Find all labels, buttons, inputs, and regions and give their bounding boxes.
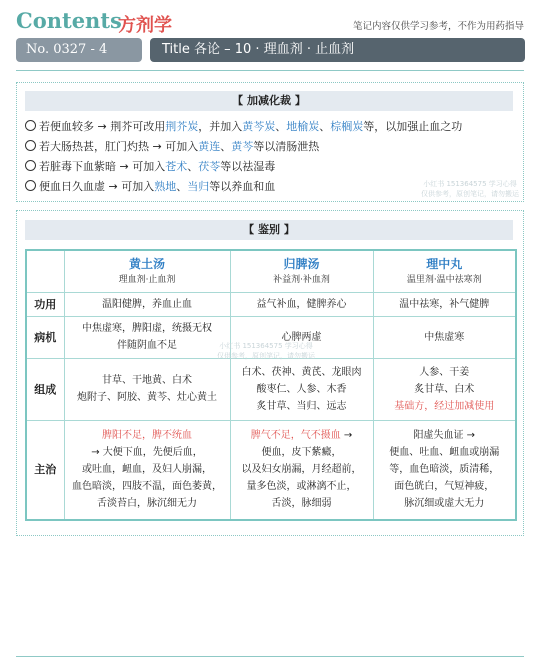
table-cell	[373, 316, 516, 358]
text-run: 炙甘草、当归、远志	[256, 400, 347, 412]
radio-bullet-icon	[25, 160, 36, 171]
text-run: 人参、干姜	[419, 366, 470, 378]
cell-line	[68, 296, 227, 313]
brand-title: Contents	[16, 8, 122, 33]
highlight-text: 黄芩	[231, 140, 254, 153]
formula-header: 理中丸 温里剂·温中祛寒剂	[373, 250, 516, 292]
highlight-text: 棕榈炭	[330, 120, 364, 133]
text-run: 血色暗淡，四肢不温，面色萎黄，	[72, 481, 222, 493]
text-run: 、	[187, 160, 199, 173]
cell-line	[377, 495, 513, 512]
table-cell	[64, 420, 230, 520]
row-label: 组成	[26, 358, 64, 420]
text-run: 便血、吐血、衄血或崩漏	[389, 447, 500, 459]
highlight-text: 苍术	[165, 160, 188, 173]
cell-line	[234, 478, 370, 495]
text-run: 炙甘草、白术	[414, 383, 475, 395]
text-run: 等以清肠泄热	[253, 140, 320, 153]
highlight-text: 茯苓	[198, 160, 221, 173]
cell-line	[377, 296, 513, 313]
text-run: 温阳健脾，养血止血	[102, 298, 192, 310]
cell-line	[377, 398, 513, 415]
cell-line	[68, 427, 227, 444]
formula-header: 黄土汤 理血剂·止血剂	[64, 250, 230, 292]
modification-item	[25, 158, 275, 176]
modifications-box	[16, 82, 524, 202]
table-corner-cell	[26, 250, 64, 292]
modification-item	[25, 118, 462, 136]
row-label: 病机	[26, 316, 64, 358]
cell-line	[68, 461, 227, 478]
cell-line	[377, 364, 513, 381]
table-cell	[373, 292, 516, 316]
cell-line	[68, 372, 227, 389]
text-run: 等，以加强止血之功	[363, 120, 463, 133]
text-run: 心脾两虚	[281, 331, 322, 343]
highlight-text: 基础方，经过加减使用	[394, 400, 495, 412]
text-run: 便血，皮下紫癜，	[261, 447, 342, 459]
text-run: 、	[220, 140, 232, 153]
text-run: 、	[176, 180, 188, 193]
highlight-text: 黄芩炭	[242, 120, 276, 133]
table-cell	[230, 420, 373, 520]
text-run: 若脏毒下血紫暗 → 可加入	[39, 160, 166, 173]
watermark: 小红书 151364575 学习心得 仅供参考，原创笔记，请勿搬运	[217, 342, 315, 360]
formula-header: 归脾汤 补益剂·补血剂	[230, 250, 373, 292]
text-run: 若便血较多 → 荆芥可改用	[39, 120, 166, 133]
cell-line	[68, 478, 227, 495]
table-cell	[230, 292, 373, 316]
cell-line	[234, 495, 370, 512]
watermark: 小红书 151364575 学习心得 仅供参考，原创笔记，请勿搬运	[421, 180, 519, 198]
highlight-text: 地榆炭	[286, 120, 320, 133]
comparison-table	[25, 249, 517, 521]
cell-line	[68, 444, 227, 461]
text-run: 等以祛湿毒	[220, 160, 276, 173]
cell-line	[377, 461, 513, 478]
table-row	[26, 292, 516, 316]
text-run: 量多色淡，或淋漓不止，	[246, 481, 357, 493]
note-title-bar: Title 各论 – 10 · 理血剂 · 止血剂	[150, 38, 525, 62]
cell-line	[234, 444, 370, 461]
text-run: 以及妇女崩漏，月经超前，	[241, 464, 362, 476]
radio-bullet-icon	[25, 120, 36, 131]
table-row	[26, 358, 516, 420]
modification-item	[25, 178, 275, 196]
table-cell	[64, 358, 230, 420]
highlight-text: 荆芥炭	[165, 120, 199, 133]
cell-line	[377, 478, 513, 495]
text-run: 甘草、干地黄、白术	[102, 375, 192, 386]
note-number-bar: No. 0327 - 4	[16, 38, 142, 62]
comparison-box	[16, 210, 524, 536]
highlight-text: 脾阳不足，脾不统血	[102, 430, 192, 442]
text-run: 舌淡，脉细弱	[271, 498, 332, 510]
cell-line	[377, 427, 513, 444]
highlight-text: 脾气不足，气不摄血	[250, 430, 341, 442]
text-run: 伴随阴血不足	[117, 340, 177, 351]
text-run: 中焦虚寒	[424, 331, 465, 343]
radio-bullet-icon	[25, 140, 36, 151]
text-run: 白术、茯神、黄芪、龙眼肉	[241, 366, 362, 378]
text-run: 便血日久血虚 → 可加入	[39, 180, 155, 193]
text-run: 等以养血和血	[209, 180, 276, 193]
table-cell	[64, 292, 230, 316]
text-run: 或吐血，衄血，及妇人崩漏，	[82, 464, 212, 476]
cell-line	[68, 337, 227, 354]
comparison-heading: 【 鉴别 】	[25, 220, 513, 240]
text-run: → 大便下血，先便后血，	[91, 447, 203, 459]
modifications-heading: 【 加减化裁 】	[25, 91, 513, 111]
text-run: 中焦虚寒，脾阳虚，统摄无权	[82, 323, 212, 334]
cell-line	[234, 364, 370, 381]
text-run: 等，血色暗淡，质清稀，	[389, 464, 500, 476]
cell-line	[68, 495, 227, 512]
cell-line	[377, 444, 513, 461]
subject-title: 方剂学	[118, 15, 172, 36]
text-run: 益气补血，健脾养心	[256, 298, 347, 310]
text-run: 阳虚失血证 →	[413, 430, 476, 442]
radio-bullet-icon	[25, 180, 36, 191]
table-cell	[373, 358, 516, 420]
highlight-text: 熟地	[154, 180, 177, 193]
disclaimer-text: 笔记内容仅供学习参考，不作为用药指导	[352, 21, 524, 32]
page-header	[16, 8, 524, 36]
text-run: 酸枣仁、人参、木香	[256, 383, 347, 395]
text-run: 炮附子、阿胶、黄芩、灶心黄土	[77, 392, 217, 403]
cell-line	[68, 320, 227, 337]
row-label: 功用	[26, 292, 64, 316]
text-run: 面色㿠白，气短神疲，	[394, 481, 495, 493]
text-run: 脉沉细或虚大无力	[404, 498, 485, 510]
cell-line	[234, 461, 370, 478]
top-divider	[16, 70, 524, 71]
cell-line	[234, 296, 370, 313]
cell-line	[68, 389, 227, 406]
modification-item	[25, 138, 319, 156]
table-cell	[373, 420, 516, 520]
cell-line	[234, 381, 370, 398]
cell-line	[377, 381, 513, 398]
row-label: 主治	[26, 420, 64, 520]
text-run: 、	[319, 120, 331, 133]
text-run: ，并加入	[198, 120, 243, 133]
text-run: 、	[275, 120, 287, 133]
table-cell	[230, 358, 373, 420]
cell-line	[234, 398, 370, 415]
text-run: 舌淡苔白，脉沉细无力	[97, 498, 197, 510]
table-row	[26, 420, 516, 520]
bottom-divider	[16, 656, 524, 657]
text-run: →	[340, 430, 353, 442]
highlight-text: 当归	[187, 180, 210, 193]
table-header-row	[26, 250, 516, 292]
table-cell	[64, 316, 230, 358]
cell-line	[234, 427, 370, 444]
text-run: 温中祛寒，补气健脾	[399, 298, 490, 310]
highlight-text: 黄连	[198, 140, 221, 153]
text-run: 若大肠热甚，肛门灼热 → 可加入	[39, 140, 199, 153]
cell-line	[377, 329, 513, 346]
